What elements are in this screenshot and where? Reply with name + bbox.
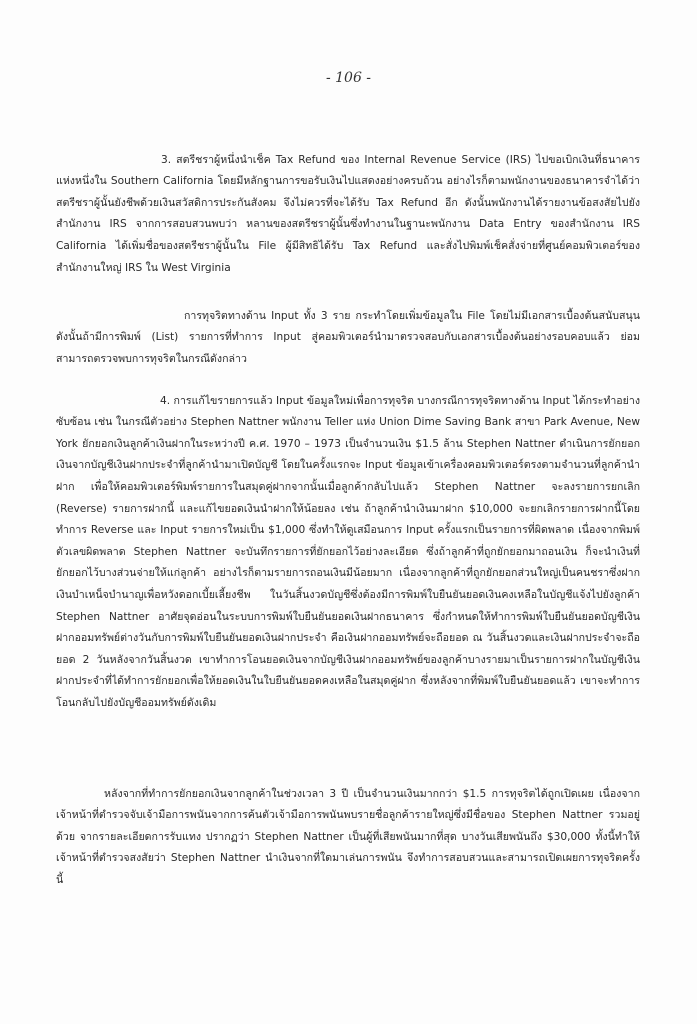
page-number: - 106 - bbox=[325, 70, 372, 86]
paragraph-case-4: 4. การแก้ไขรายการแล้ว Input ข้อมูลใหม่เพื่อการทุจริต บางกรณีการทุจริตทางด้าน Input ได้กระทำอย่างซับซ้อน เช่น ในกรณีตัวอย่าง Stephen Nattner พนักงาน Teller แห่ง Union Dime Saving Bank สาขา Park Avenue, New York ยักยอกเงินลูกค้าเงินฝากในระหว่างปี ค.ศ. 1970 – 1973 เป็นจำนวนเงิน $1.5 ล้าน Stephen Nattner ดำเนินการยักยอกเงินจากบัญชีเงินฝากประจำที่ลูกค้านำมาเปิดบัญชี โดยในครั้งแรกจะ Input ข้อมูลเข้าเครื่องคอมพิวเตอร์ตรงตามจำนวนที่ลูกค้านำฝาก เพื่อให้คอมพิวเตอร์พิมพ์รายการในสมุดคู่ฝากจากนั้นเมื่อลูกค้ากลับไปแล้ว Stephen Nattner จะลงรายการยกเลิก (Reverse) รายการฝากนี้ และแก้ไขยอดเงินนำฝากให้น้อยลง เช่น ถ้าลูกค้านำเงินมาฝาก $10,000 จะยกเลิกรายการฝากนี้โดยทำการ Reverse และ Input รายการใหม่เป็น $1,000 ซึ่งทำให้ดูเสมือนการ Input ครั้งแรกเป็นรายการที่ผิดพลาด เนื่องจากพิมพ์ตัวเลขผิดพลาด Stephen Nattner จะบันทึกรายการที่ยักยอกไว้อย่างละเอียด ซึ่งถ้าลูกค้าที่ถูกยักยอกมาถอนเงิน ก็จะนำเงินที่ยักยอกไว้บางส่วนจ่ายให้แก่ลูกค้า อย่างไรก็ตามรายการถอนเงินมีน้อยมาก เนื่องจากลูกค้าที่ถูกยักยอกส่วนใหญ่เป็นคนชราซึ่งฝากเงินบำเหน็จบำนาญเพื่อหวังดอกเบี้ยเลี้ยงชีพ ในวันสิ้นงวดบัญชีซึ่งต้องมีการพิมพ์ใบยืนยันยอดเงินคงเหลือในบัญชีแจ้งไปยังลูกค้า Stephen Nattner อาศัยจุดอ่อนในระบบการพิมพ์ใบยืนยันยอดเงินฝากธนาคาร ซึ่งกำหนดให้ทำการพิมพ์ใบยืนยันยอดบัญชีเงินฝากออมทรัพย์ต่างวันกับการพิมพ์ใบยืนยันยอดเงินฝากประจำ คือเงินฝากออมทรัพย์จะถือยอด ณ วันสิ้นงวดและเงินฝากประจำจะถือยอด 2 วันหลังจากวันสิ้นงวด เขาทำการโอนยอดเงินจากบัญชีเงินฝากออมทรัพย์ของลูกค้าบางรายมาเป็นรายการฝากในบัญชีเงินฝากประจำที่ได้ทำการยักยอกเพื่อให้ยอดเงินในใบยืนยันยอดคงเหลือในสมุดคู่ฝาก ซึ่งหลังจากที่พิมพ์ใบยืนยันยอดแล้ว เขาจะทำการโอนกลับไปยังบัญชีออมทรัพย์ดังเดิม bbox=[56, 394, 640, 709]
paragraph-input-fraud-summary: การทุจริตทางด้าน Input ทั้ง 3 ราย กระทำโดยเพิ่มข้อมูลใน File โดยไม่มีเอกสารเบื้องต้นสนับสนุน ดังนั้นถ้ามีการพิมพ์ (List) รายการที่ทำการ Input สู่คอมพิวเตอร์นำมาตรวจสอบกับเอกสารเบื้องต้นอย่างรอบคอบแล้ว ย่อมสามารถตรวจพบการทุจริตในกรณีดังกล่าว bbox=[56, 309, 640, 365]
paragraph-discovery: หลังจากที่ทำการยักยอกเงินจากลูกค้าในช่วงเวลา 3 ปี เป็นจำนวนเงินมากกว่า $1.5 การทุจริตได้ถูกเปิดเผย เนื่องจากเจ้าหน้าที่ตำรวจจับเจ้ามือการพนันจากการค้นตัวเจ้ามือการพนันพบรายชื่อลูกค้ารายใหญ่ซึ่งมีชื่อของ Stephen Nattner รวมอยู่ด้วย จากรายละเอียดการรับแทง ปรากฏว่า Stephen Nattner เป็นผู้ที่เสียพนันมากที่สุด บางวันเสียพนันถึง $30,000 ทั้งนี้ทำให้เจ้าหน้าที่ตำรวจสงสัยว่า Stephen Nattner นำเงินจากที่ใดมาเล่นการพนัน จึงทำการสอบสวนและสามารถเปิดเผยการทุจริตครั้งนี้ bbox=[56, 787, 640, 886]
paragraph-case-3: 3. สตรีชราผู้หนึ่งนำเช็ค Tax Refund ของ Internal Revenue Service (IRS) ไปขอเบิกเงินที่ธนาคารแห่งหนึ่งใน Southern California โดยมีหลักฐานการขอรับเงินไปแสดงอย่างครบถ้วน อย่างไรก็ตามพนักงานของธนาคารจำได้ว่าสตรีชราผู้นั้นยังชีพด้วยเงินสวัสดิการประกันสังคม จึงไม่ควรที่จะได้รับ Tax Refund อีก ดังนั้นพนักงานได้รายงานข้อสงสัยไปยังสำนักงาน IRS จากการสอบสวนพบว่า หลานของสตรีชราผู้นั้นซึ่งทำงานในฐานะพนักงาน Data Entry ของสำนักงาน IRS California ได้เพิ่มชื่อของสตรีชราผู้นั้นใน File ผู้มีสิทธิได้รับ Tax Refund และสั่งไปพิมพ์เช็คสั่งจ่ายที่ศูนย์คอมพิวเตอร์ของสำนักงานใหญ่ IRS ใน West Virginia bbox=[56, 153, 640, 274]
